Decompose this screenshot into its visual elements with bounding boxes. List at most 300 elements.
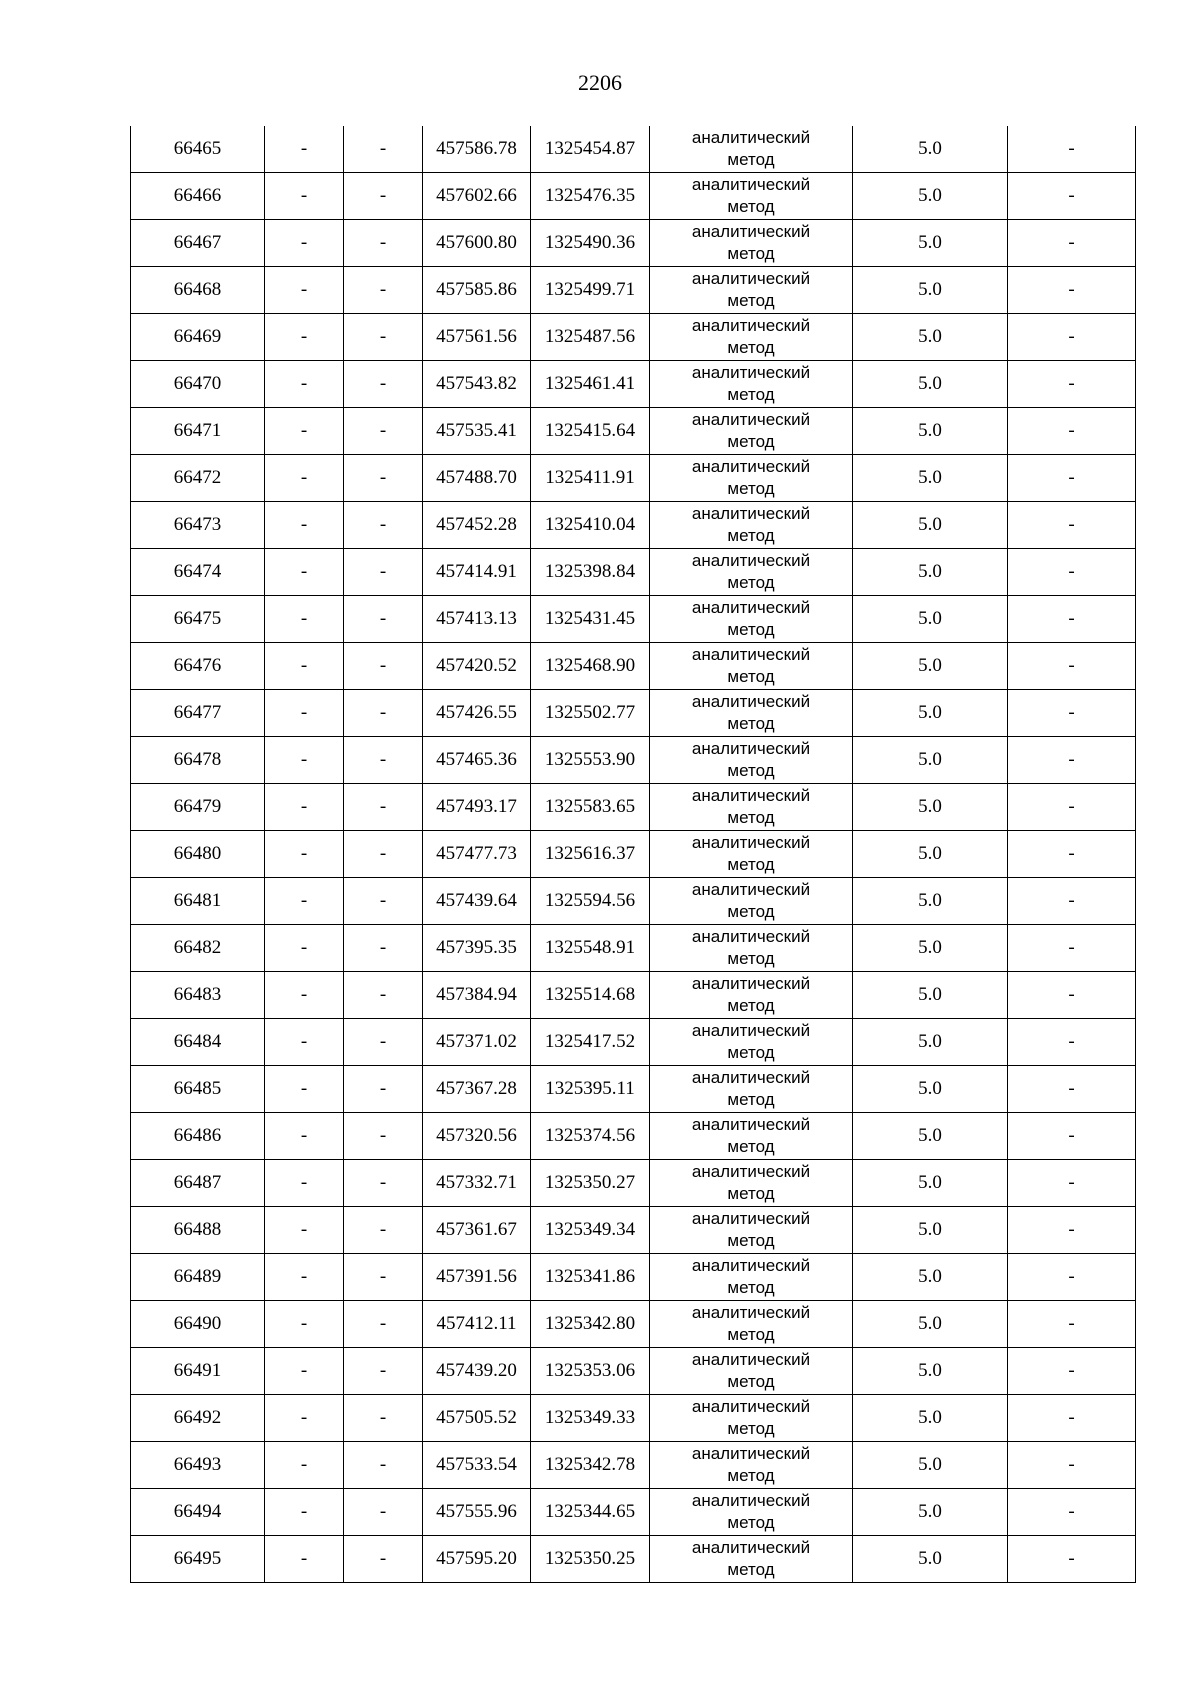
table-row xyxy=(131,1066,1136,1113)
empty-value-cell: - xyxy=(344,502,423,549)
empty-value-cell: - xyxy=(265,1442,344,1489)
method-text: аналитический xyxy=(691,504,811,523)
y-coordinate-cell: 1325410.04 xyxy=(531,502,650,549)
point-number-cell: 66479 xyxy=(131,784,265,831)
y-coordinate-cell: 1325395.11 xyxy=(531,1066,650,1113)
method-text: аналитический xyxy=(691,1397,811,1416)
x-coordinate-cell: 457412.11 xyxy=(423,1301,531,1348)
x-coordinate-cell: 457535.41 xyxy=(423,408,531,455)
point-number-cell: 66487 xyxy=(131,1160,265,1207)
method-text: аналитический xyxy=(691,1303,811,1322)
note-cell: - xyxy=(1008,878,1136,925)
note-cell: - xyxy=(1008,267,1136,314)
empty-value-cell: - xyxy=(265,549,344,596)
table-row xyxy=(131,502,1136,549)
empty-value-cell: - xyxy=(344,690,423,737)
method-text: метод xyxy=(727,385,775,404)
method-cell xyxy=(650,690,853,737)
note-cell: - xyxy=(1008,596,1136,643)
method-text: метод xyxy=(727,1372,775,1391)
method-cell xyxy=(650,1395,853,1442)
method-cell xyxy=(650,972,853,1019)
method-text: аналитический xyxy=(691,739,811,758)
method-text: метод xyxy=(727,1137,775,1156)
method-text: метод xyxy=(727,902,775,921)
method-text: аналитический xyxy=(691,410,811,429)
accuracy-cell: 5.0 xyxy=(853,690,1008,737)
x-coordinate-cell: 457384.94 xyxy=(423,972,531,1019)
table-row xyxy=(131,972,1136,1019)
coordinates-table xyxy=(130,126,1136,1583)
accuracy-cell: 5.0 xyxy=(853,831,1008,878)
x-coordinate-cell: 457600.80 xyxy=(423,220,531,267)
method-text: аналитический xyxy=(691,1209,811,1228)
note-cell: - xyxy=(1008,737,1136,784)
y-coordinate-cell: 1325350.27 xyxy=(531,1160,650,1207)
accuracy-cell: 5.0 xyxy=(853,502,1008,549)
method-text: метод xyxy=(727,573,775,592)
method-text: метод xyxy=(727,667,775,686)
y-coordinate-cell: 1325487.56 xyxy=(531,314,650,361)
y-coordinate-cell: 1325431.45 xyxy=(531,596,650,643)
accuracy-cell: 5.0 xyxy=(853,549,1008,596)
point-number-cell: 66493 xyxy=(131,1442,265,1489)
note-cell: - xyxy=(1008,1348,1136,1395)
note-cell: - xyxy=(1008,1254,1136,1301)
y-coordinate-cell: 1325344.65 xyxy=(531,1489,650,1536)
page-number: 2206 xyxy=(578,70,622,95)
note-cell: - xyxy=(1008,220,1136,267)
y-coordinate-cell: 1325499.71 xyxy=(531,267,650,314)
x-coordinate-cell: 457420.52 xyxy=(423,643,531,690)
method-text: аналитический xyxy=(691,880,811,899)
empty-value-cell: - xyxy=(265,1536,344,1583)
table-row xyxy=(131,596,1136,643)
y-coordinate-cell: 1325553.90 xyxy=(531,737,650,784)
method-text: метод xyxy=(727,855,775,874)
empty-value-cell: - xyxy=(344,1113,423,1160)
x-coordinate-cell: 457488.70 xyxy=(423,455,531,502)
method-text: аналитический xyxy=(691,1444,811,1463)
note-cell: - xyxy=(1008,502,1136,549)
y-coordinate-cell: 1325417.52 xyxy=(531,1019,650,1066)
y-coordinate-cell: 1325342.80 xyxy=(531,1301,650,1348)
method-text: аналитический xyxy=(691,1491,811,1510)
accuracy-cell: 5.0 xyxy=(853,1113,1008,1160)
point-number-cell: 66483 xyxy=(131,972,265,1019)
method-text: метод xyxy=(727,338,775,357)
method-cell xyxy=(650,643,853,690)
method-text: аналитический xyxy=(691,1115,811,1134)
accuracy-cell: 5.0 xyxy=(853,220,1008,267)
empty-value-cell: - xyxy=(344,1442,423,1489)
empty-value-cell: - xyxy=(265,502,344,549)
method-text: метод xyxy=(727,1231,775,1250)
table-row xyxy=(131,314,1136,361)
empty-value-cell: - xyxy=(265,455,344,502)
point-number-cell: 66473 xyxy=(131,502,265,549)
empty-value-cell: - xyxy=(344,1066,423,1113)
x-coordinate-cell: 457395.35 xyxy=(423,925,531,972)
accuracy-cell: 5.0 xyxy=(853,1207,1008,1254)
y-coordinate-cell: 1325353.06 xyxy=(531,1348,650,1395)
method-cell xyxy=(650,220,853,267)
empty-value-cell: - xyxy=(344,831,423,878)
method-cell xyxy=(650,784,853,831)
x-coordinate-cell: 457332.71 xyxy=(423,1160,531,1207)
accuracy-cell: 5.0 xyxy=(853,643,1008,690)
empty-value-cell: - xyxy=(344,737,423,784)
empty-value-cell: - xyxy=(265,1254,344,1301)
method-text: аналитический xyxy=(691,645,811,664)
method-cell xyxy=(650,267,853,314)
x-coordinate-cell: 457361.67 xyxy=(423,1207,531,1254)
method-text: метод xyxy=(727,714,775,733)
point-number-cell: 66495 xyxy=(131,1536,265,1583)
method-cell xyxy=(650,1348,853,1395)
y-coordinate-cell: 1325490.36 xyxy=(531,220,650,267)
table-row xyxy=(131,1536,1136,1583)
note-cell: - xyxy=(1008,690,1136,737)
empty-value-cell: - xyxy=(344,643,423,690)
method-text: метод xyxy=(727,1466,775,1485)
method-text: аналитический xyxy=(691,363,811,382)
accuracy-cell: 5.0 xyxy=(853,1489,1008,1536)
x-coordinate-cell: 457439.20 xyxy=(423,1348,531,1395)
x-coordinate-cell: 457585.86 xyxy=(423,267,531,314)
method-cell xyxy=(650,1160,853,1207)
y-coordinate-cell: 1325350.25 xyxy=(531,1536,650,1583)
y-coordinate-cell: 1325468.90 xyxy=(531,643,650,690)
table-row xyxy=(131,173,1136,220)
method-text: метод xyxy=(727,1513,775,1532)
accuracy-cell: 5.0 xyxy=(853,126,1008,173)
method-cell xyxy=(650,1019,853,1066)
empty-value-cell: - xyxy=(265,1489,344,1536)
method-cell xyxy=(650,361,853,408)
x-coordinate-cell: 457602.66 xyxy=(423,173,531,220)
x-coordinate-cell: 457391.56 xyxy=(423,1254,531,1301)
point-number-cell: 66469 xyxy=(131,314,265,361)
table-row xyxy=(131,1254,1136,1301)
note-cell: - xyxy=(1008,1207,1136,1254)
method-text: аналитический xyxy=(691,974,811,993)
empty-value-cell: - xyxy=(265,878,344,925)
method-text: метод xyxy=(727,150,775,169)
point-number-cell: 66465 xyxy=(131,126,265,173)
note-cell: - xyxy=(1008,972,1136,1019)
table-row xyxy=(131,737,1136,784)
method-text: аналитический xyxy=(691,316,811,335)
note-cell: - xyxy=(1008,1536,1136,1583)
method-cell xyxy=(650,878,853,925)
x-coordinate-cell: 457555.96 xyxy=(423,1489,531,1536)
empty-value-cell: - xyxy=(265,1160,344,1207)
empty-value-cell: - xyxy=(265,737,344,784)
point-number-cell: 66467 xyxy=(131,220,265,267)
point-number-cell: 66492 xyxy=(131,1395,265,1442)
accuracy-cell: 5.0 xyxy=(853,1160,1008,1207)
point-number-cell: 66474 xyxy=(131,549,265,596)
method-text: метод xyxy=(727,1184,775,1203)
method-text: аналитический xyxy=(691,269,811,288)
method-cell xyxy=(650,314,853,361)
empty-value-cell: - xyxy=(344,1348,423,1395)
y-coordinate-cell: 1325616.37 xyxy=(531,831,650,878)
table-row xyxy=(131,690,1136,737)
table-row xyxy=(131,455,1136,502)
point-number-cell: 66484 xyxy=(131,1019,265,1066)
empty-value-cell: - xyxy=(344,455,423,502)
x-coordinate-cell: 457505.52 xyxy=(423,1395,531,1442)
empty-value-cell: - xyxy=(265,1395,344,1442)
point-number-cell: 66480 xyxy=(131,831,265,878)
empty-value-cell: - xyxy=(344,925,423,972)
method-text: метод xyxy=(727,949,775,968)
table-row xyxy=(131,220,1136,267)
note-cell: - xyxy=(1008,643,1136,690)
point-number-cell: 66494 xyxy=(131,1489,265,1536)
method-text: аналитический xyxy=(691,551,811,570)
y-coordinate-cell: 1325411.91 xyxy=(531,455,650,502)
accuracy-cell: 5.0 xyxy=(853,1442,1008,1489)
point-number-cell: 66471 xyxy=(131,408,265,455)
accuracy-cell: 5.0 xyxy=(853,361,1008,408)
note-cell: - xyxy=(1008,1301,1136,1348)
empty-value-cell: - xyxy=(265,643,344,690)
empty-value-cell: - xyxy=(344,596,423,643)
method-cell xyxy=(650,455,853,502)
accuracy-cell: 5.0 xyxy=(853,455,1008,502)
note-cell: - xyxy=(1008,1395,1136,1442)
y-coordinate-cell: 1325398.84 xyxy=(531,549,650,596)
table-row xyxy=(131,1442,1136,1489)
table-row xyxy=(131,1160,1136,1207)
empty-value-cell: - xyxy=(344,126,423,173)
method-text: метод xyxy=(727,1325,775,1344)
method-cell xyxy=(650,549,853,596)
table-row xyxy=(131,1113,1136,1160)
y-coordinate-cell: 1325454.87 xyxy=(531,126,650,173)
method-cell xyxy=(650,173,853,220)
table-row xyxy=(131,126,1136,173)
method-text: метод xyxy=(727,432,775,451)
table-row xyxy=(131,1395,1136,1442)
y-coordinate-cell: 1325349.33 xyxy=(531,1395,650,1442)
x-coordinate-cell: 457439.64 xyxy=(423,878,531,925)
note-cell: - xyxy=(1008,455,1136,502)
x-coordinate-cell: 457414.91 xyxy=(423,549,531,596)
point-number-cell: 66478 xyxy=(131,737,265,784)
method-text: аналитический xyxy=(691,598,811,617)
empty-value-cell: - xyxy=(265,126,344,173)
table-row xyxy=(131,784,1136,831)
accuracy-cell: 5.0 xyxy=(853,1536,1008,1583)
note-cell: - xyxy=(1008,1442,1136,1489)
note-cell: - xyxy=(1008,1019,1136,1066)
empty-value-cell: - xyxy=(265,1207,344,1254)
y-coordinate-cell: 1325502.77 xyxy=(531,690,650,737)
empty-value-cell: - xyxy=(344,1489,423,1536)
method-cell xyxy=(650,737,853,784)
point-number-cell: 66475 xyxy=(131,596,265,643)
y-coordinate-cell: 1325342.78 xyxy=(531,1442,650,1489)
empty-value-cell: - xyxy=(344,549,423,596)
table-row xyxy=(131,361,1136,408)
note-cell: - xyxy=(1008,1160,1136,1207)
empty-value-cell: - xyxy=(265,690,344,737)
accuracy-cell: 5.0 xyxy=(853,878,1008,925)
empty-value-cell: - xyxy=(265,972,344,1019)
method-text: аналитический xyxy=(691,1256,811,1275)
method-text: метод xyxy=(727,1419,775,1438)
table-row xyxy=(131,1348,1136,1395)
empty-value-cell: - xyxy=(265,596,344,643)
method-cell xyxy=(650,1113,853,1160)
y-coordinate-cell: 1325374.56 xyxy=(531,1113,650,1160)
point-number-cell: 66470 xyxy=(131,361,265,408)
method-cell xyxy=(650,831,853,878)
y-coordinate-cell: 1325514.68 xyxy=(531,972,650,1019)
method-text: аналитический xyxy=(691,1068,811,1087)
table-row xyxy=(131,1489,1136,1536)
x-coordinate-cell: 457493.17 xyxy=(423,784,531,831)
accuracy-cell: 5.0 xyxy=(853,737,1008,784)
table-body xyxy=(131,126,1136,1583)
x-coordinate-cell: 457586.78 xyxy=(423,126,531,173)
point-number-cell: 66472 xyxy=(131,455,265,502)
empty-value-cell: - xyxy=(344,361,423,408)
point-number-cell: 66482 xyxy=(131,925,265,972)
method-text: аналитический xyxy=(691,927,811,946)
accuracy-cell: 5.0 xyxy=(853,1019,1008,1066)
method-text: аналитический xyxy=(691,1538,811,1557)
empty-value-cell: - xyxy=(265,1066,344,1113)
method-text: метод xyxy=(727,291,775,310)
point-number-cell: 66468 xyxy=(131,267,265,314)
empty-value-cell: - xyxy=(265,361,344,408)
accuracy-cell: 5.0 xyxy=(853,267,1008,314)
method-cell xyxy=(650,596,853,643)
method-cell xyxy=(650,502,853,549)
table-row xyxy=(131,549,1136,596)
y-coordinate-cell: 1325349.34 xyxy=(531,1207,650,1254)
method-cell xyxy=(650,1066,853,1113)
empty-value-cell: - xyxy=(344,220,423,267)
method-text: аналитический xyxy=(691,175,811,194)
point-number-cell: 66477 xyxy=(131,690,265,737)
method-text: аналитический xyxy=(691,1162,811,1181)
empty-value-cell: - xyxy=(344,1019,423,1066)
method-text: метод xyxy=(727,620,775,639)
y-coordinate-cell: 1325476.35 xyxy=(531,173,650,220)
method-text: метод xyxy=(727,996,775,1015)
empty-value-cell: - xyxy=(344,314,423,361)
table-row xyxy=(131,1207,1136,1254)
point-number-cell: 66488 xyxy=(131,1207,265,1254)
method-text: аналитический xyxy=(691,833,811,852)
point-number-cell: 66490 xyxy=(131,1301,265,1348)
note-cell: - xyxy=(1008,361,1136,408)
y-coordinate-cell: 1325594.56 xyxy=(531,878,650,925)
empty-value-cell: - xyxy=(265,784,344,831)
accuracy-cell: 5.0 xyxy=(853,173,1008,220)
point-number-cell: 66491 xyxy=(131,1348,265,1395)
x-coordinate-cell: 457413.13 xyxy=(423,596,531,643)
note-cell: - xyxy=(1008,831,1136,878)
method-cell xyxy=(650,1207,853,1254)
table-row xyxy=(131,1301,1136,1348)
accuracy-cell: 5.0 xyxy=(853,925,1008,972)
empty-value-cell: - xyxy=(344,878,423,925)
method-text: аналитический xyxy=(691,1350,811,1369)
method-text: аналитический xyxy=(691,692,811,711)
table-row xyxy=(131,643,1136,690)
empty-value-cell: - xyxy=(344,173,423,220)
x-coordinate-cell: 457595.20 xyxy=(423,1536,531,1583)
method-text: аналитический xyxy=(691,457,811,476)
method-text: метод xyxy=(727,1278,775,1297)
empty-value-cell: - xyxy=(265,173,344,220)
y-coordinate-cell: 1325415.64 xyxy=(531,408,650,455)
note-cell: - xyxy=(1008,314,1136,361)
method-cell xyxy=(650,1254,853,1301)
note-cell: - xyxy=(1008,925,1136,972)
method-text: метод xyxy=(727,197,775,216)
method-text: аналитический xyxy=(691,128,811,147)
empty-value-cell: - xyxy=(344,408,423,455)
method-text: метод xyxy=(727,244,775,263)
y-coordinate-cell: 1325341.86 xyxy=(531,1254,650,1301)
empty-value-cell: - xyxy=(344,1395,423,1442)
x-coordinate-cell: 457561.56 xyxy=(423,314,531,361)
empty-value-cell: - xyxy=(344,1536,423,1583)
table-row xyxy=(131,878,1136,925)
empty-value-cell: - xyxy=(265,1348,344,1395)
method-cell xyxy=(650,1489,853,1536)
x-coordinate-cell: 457367.28 xyxy=(423,1066,531,1113)
accuracy-cell: 5.0 xyxy=(853,314,1008,361)
empty-value-cell: - xyxy=(344,1254,423,1301)
empty-value-cell: - xyxy=(265,314,344,361)
empty-value-cell: - xyxy=(344,1160,423,1207)
y-coordinate-cell: 1325548.91 xyxy=(531,925,650,972)
table-row xyxy=(131,831,1136,878)
method-text: метод xyxy=(727,808,775,827)
x-coordinate-cell: 457371.02 xyxy=(423,1019,531,1066)
y-coordinate-cell: 1325461.41 xyxy=(531,361,650,408)
x-coordinate-cell: 457452.28 xyxy=(423,502,531,549)
y-coordinate-cell: 1325583.65 xyxy=(531,784,650,831)
method-text: аналитический xyxy=(691,786,811,805)
method-text: аналитический xyxy=(691,222,811,241)
x-coordinate-cell: 457465.36 xyxy=(423,737,531,784)
empty-value-cell: - xyxy=(265,1301,344,1348)
empty-value-cell: - xyxy=(265,267,344,314)
x-coordinate-cell: 457543.82 xyxy=(423,361,531,408)
note-cell: - xyxy=(1008,1489,1136,1536)
empty-value-cell: - xyxy=(265,220,344,267)
method-text: метод xyxy=(727,1560,775,1579)
point-number-cell: 66476 xyxy=(131,643,265,690)
method-cell xyxy=(650,1442,853,1489)
method-text: аналитический xyxy=(691,1021,811,1040)
accuracy-cell: 5.0 xyxy=(853,408,1008,455)
note-cell: - xyxy=(1008,784,1136,831)
accuracy-cell: 5.0 xyxy=(853,1066,1008,1113)
note-cell: - xyxy=(1008,408,1136,455)
method-cell xyxy=(650,925,853,972)
